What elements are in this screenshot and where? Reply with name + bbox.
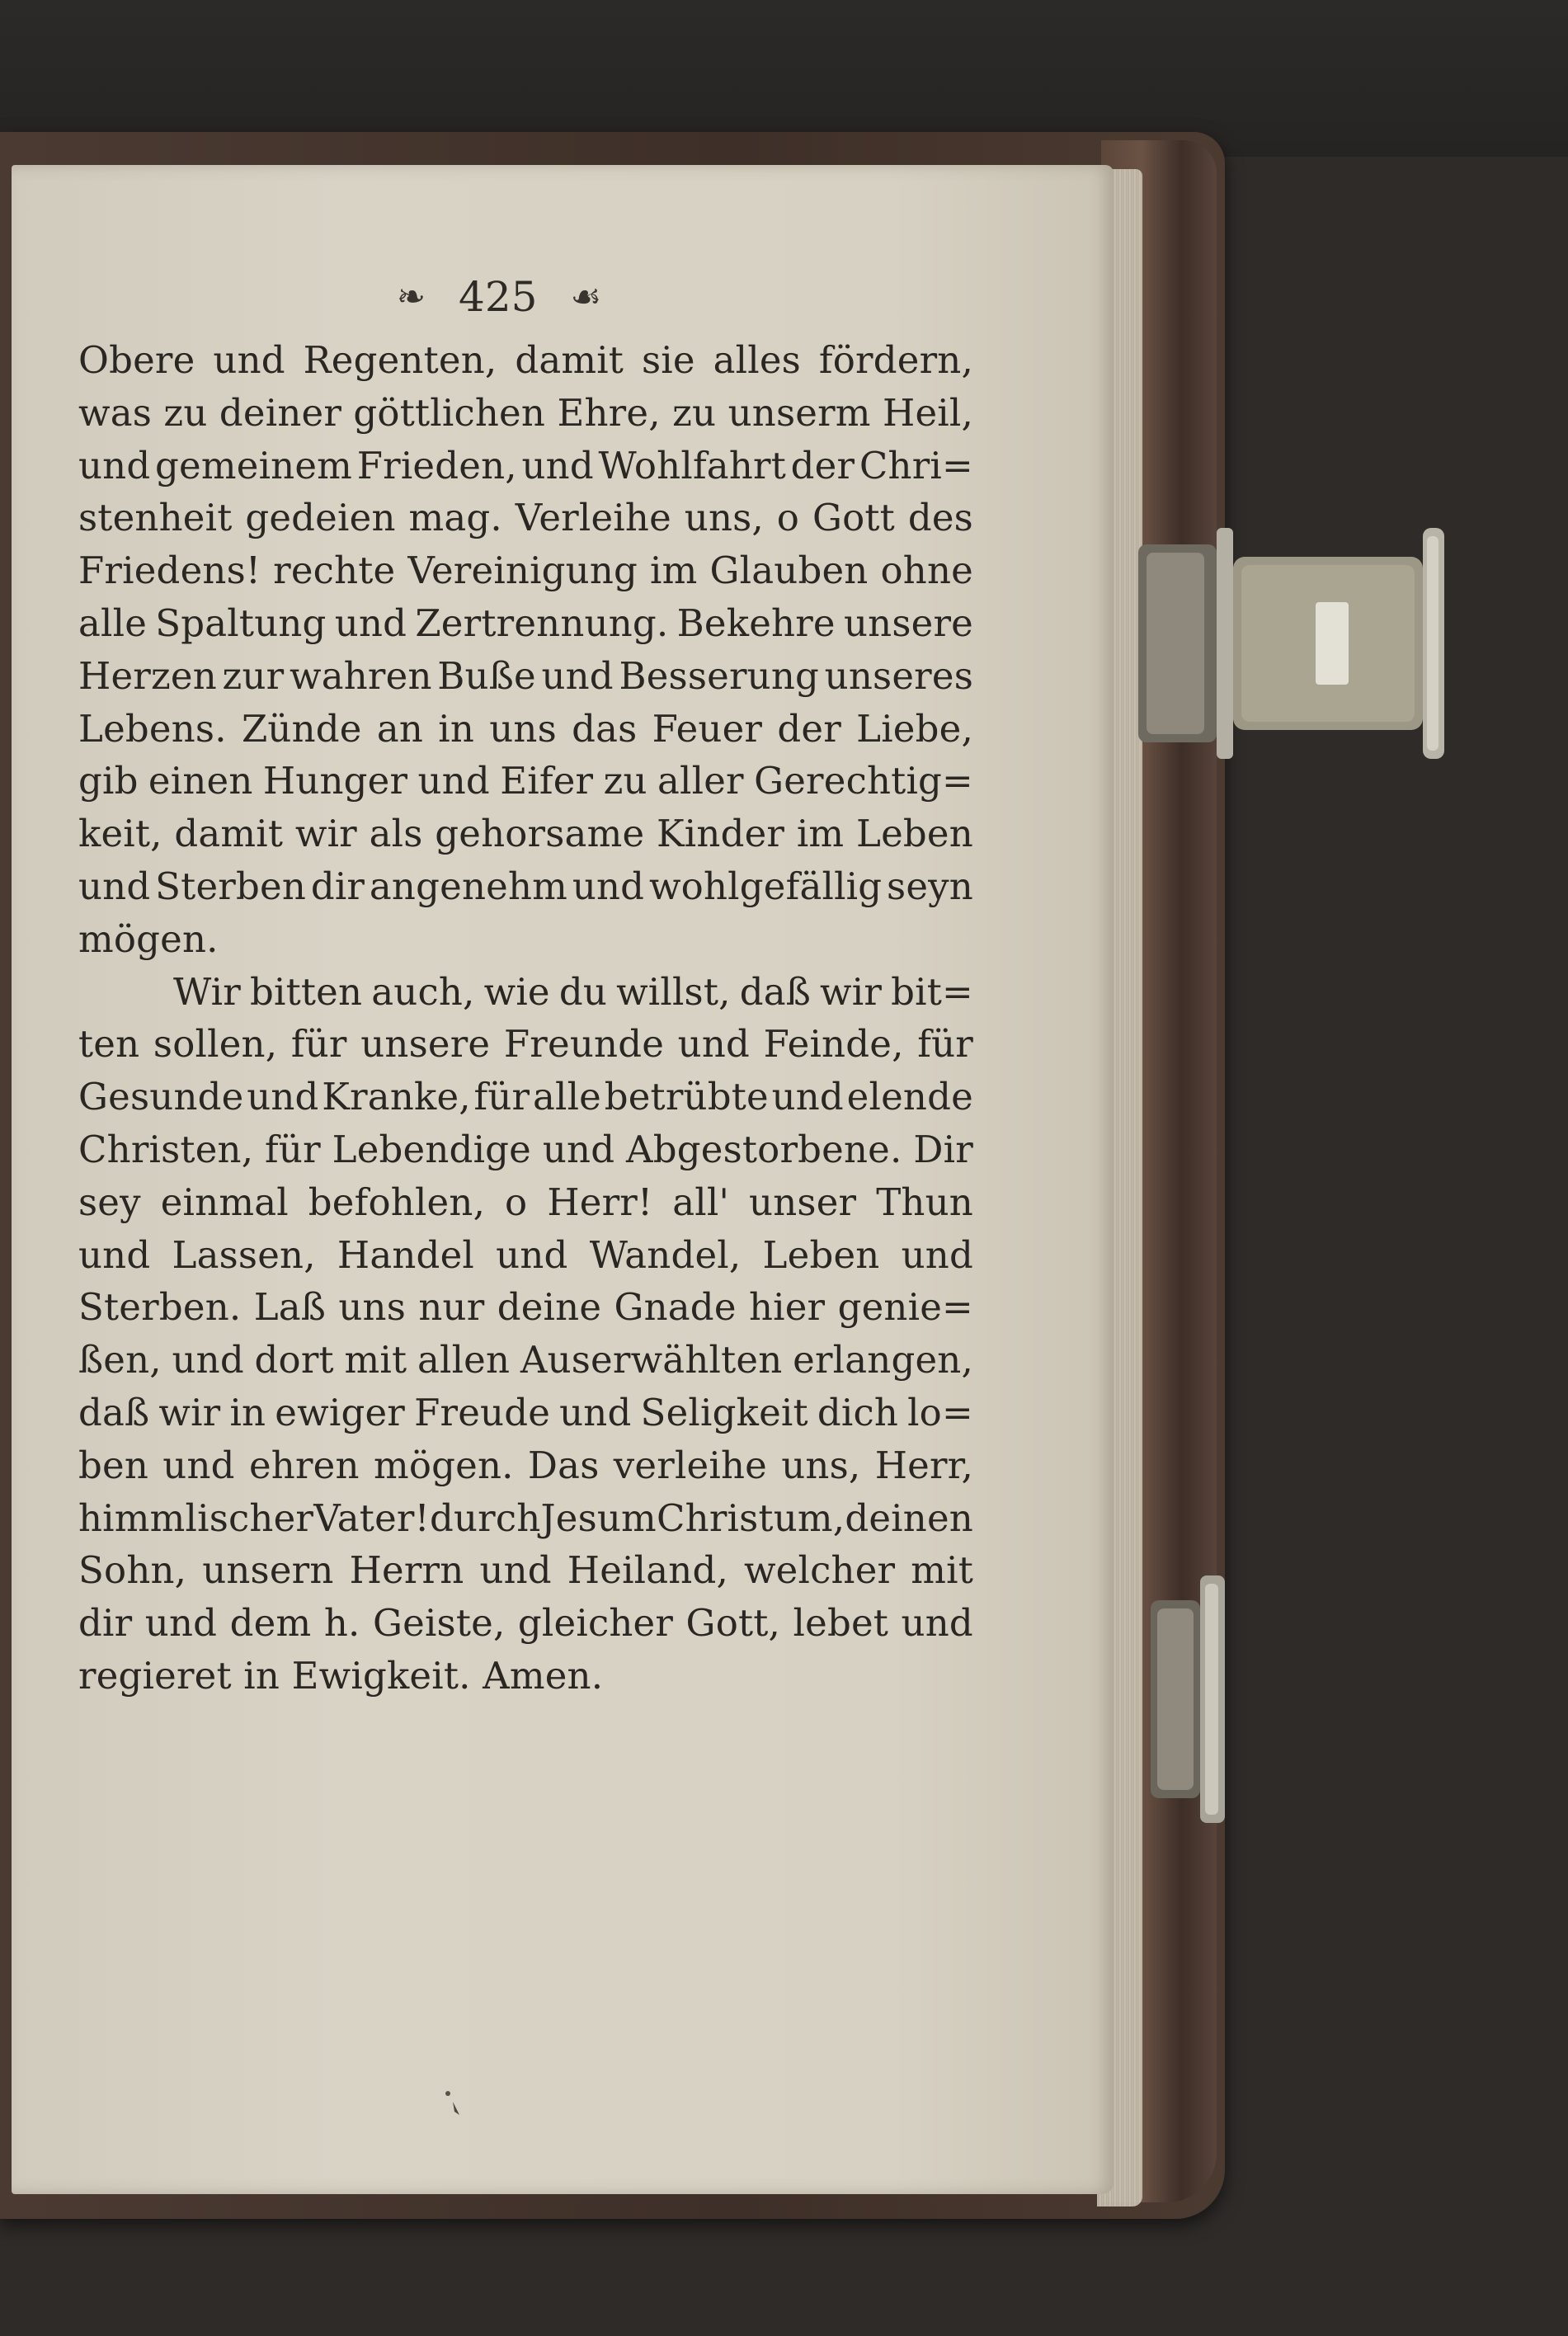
left-ornament-icon: ❧	[396, 276, 426, 317]
text-line: Sterben. Laß uns nur deine Gnade hier genie=	[78, 1285, 973, 1330]
text-line: himmlischer Vater! durch Jesum Christum, deinen	[78, 1495, 973, 1540]
text-line: Lebens. Zünde an in uns das Feuer der Liebe,	[78, 706, 973, 751]
text-line: daß wir in ewiger Freude und Seligkeit dich lo=	[78, 1390, 973, 1434]
text-line: ten sollen, für unsere Freunde und Feinde, für	[78, 1022, 973, 1067]
text-line: und gemeinem Frieden, und Wohlfahrt der Chri=	[78, 443, 973, 487]
text-line: sey einmal befohlen, o Herr! all' unser Thun	[78, 1180, 973, 1224]
lower-clasp-icon	[1151, 1575, 1258, 1823]
ink-mark	[441, 2087, 466, 2120]
text-line: Obere und Regenten, damit sie alles fördern,	[78, 338, 973, 382]
text-line: Sohn, unsern Herrn und Heiland, welcher mit	[78, 1548, 973, 1593]
right-ornament-icon: ☙	[570, 276, 602, 317]
text-line: keit, damit wir als gehorsame Kinder im Leben	[78, 812, 973, 856]
text-line: ben und ehren mögen. Das verleihe uns, Herr,	[78, 1443, 973, 1487]
text-line: stenheit gedeien mag. Verleihe uns, o Gott des	[78, 496, 973, 540]
text-line: Herzen zur wahren Buße und Besserung unseres	[78, 653, 973, 698]
text-line: mögen.	[78, 916, 219, 961]
prayer-text	[78, 334, 973, 1703]
text-line: alle Spaltung und Zertrennung. Bekehre unsere	[78, 600, 973, 645]
text-line: Christen, für Lebendige und Abgestorbene. Dir	[78, 1127, 973, 1171]
running-head	[322, 268, 676, 326]
text-line: Gesunde und Kranke, für alle betrübte und elende	[78, 1075, 973, 1119]
text-line: ßen, und dort mit allen Auserwählten erlangen,	[78, 1338, 973, 1382]
page-number: 425	[459, 273, 538, 321]
text-line: Wir bitten auch, wie du willst, daß wir bit=	[173, 969, 973, 1014]
upper-clasp-icon	[1138, 528, 1485, 759]
text-line: regieret in Ewigkeit. Amen.	[78, 1653, 604, 1698]
text-line: gib einen Hunger und Eifer zu aller Gerechtig=	[78, 759, 973, 803]
text-line: und Sterben dir angenehm und wohlgefällig seyn	[78, 864, 973, 908]
text-line: Friedens! rechte Vereinigung im Glauben ohne	[78, 549, 973, 593]
text-line: und Lassen, Handel und Wandel, Leben und	[78, 1232, 973, 1277]
text-line: was zu deiner göttlichen Ehre, zu unserm Heil,	[78, 390, 973, 435]
text-line: dir und dem h. Geiste, gleicher Gott, lebet und	[78, 1601, 973, 1646]
